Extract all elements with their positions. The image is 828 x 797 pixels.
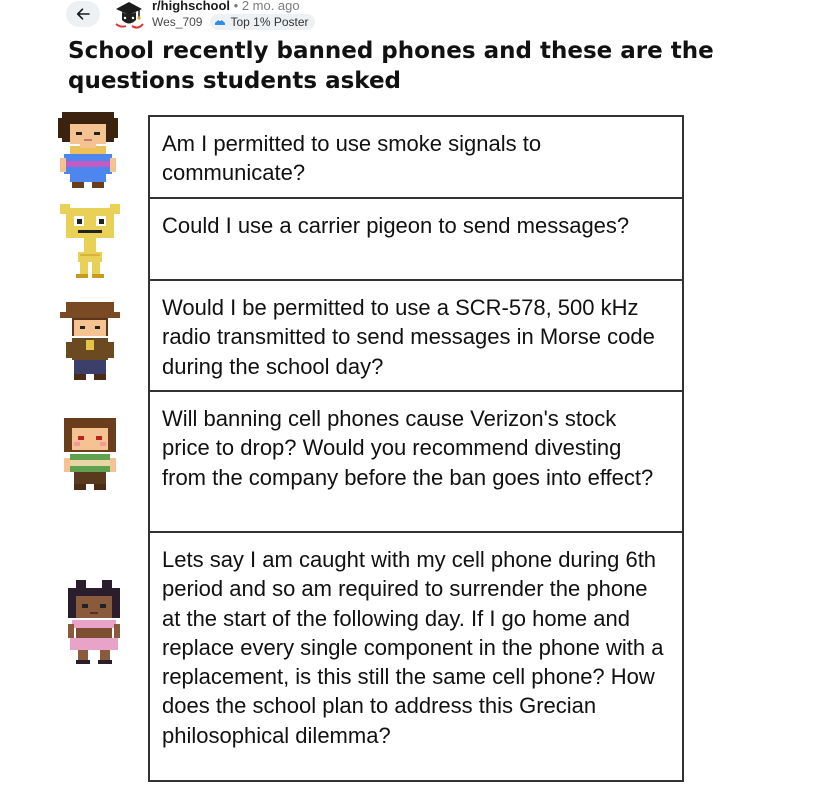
question-text: Lets say I am caught with my cell phone during 6th period and so am required to surrender the phone at the start of the following day. If I go home and replace every single component in the phone with a replacement, is this still the same cell phone? How does the school plan to address this Grecian philosophical dilemma? (162, 547, 664, 748)
post-header (0, 0, 828, 36)
question-text: Will banning cell phones cause Verizon's stock price to drop? Would you recommend divesting from the company before the ban goes into effect? (162, 406, 654, 490)
questions-table (148, 115, 684, 782)
post-title[interactable]: School recently banned phones and these are the questions students asked (68, 38, 714, 94)
question-row (150, 281, 682, 392)
flair-label: Top 1% Poster (230, 15, 309, 29)
flair-badge (210, 14, 314, 30)
separator-dot: • (233, 0, 239, 13)
catty-sprite (62, 580, 126, 668)
question-row (150, 117, 682, 199)
question-text: Would I be permitted to use a SCR-578, 500 kHz radio transmitted to send messages in Morse code during the school day? (162, 295, 655, 379)
question-text: Am I permitted to use smoke signals to communicate? (162, 131, 542, 186)
user-line (152, 14, 315, 30)
question-row (150, 392, 682, 533)
username-link[interactable]: Wes_709 (152, 15, 203, 29)
monster-kid-sprite (58, 198, 122, 286)
back-button[interactable] (66, 1, 100, 27)
arrow-left-icon (75, 6, 91, 22)
question-row (150, 533, 682, 780)
chara-sprite (58, 414, 122, 502)
subreddit-link[interactable]: r/highschool (152, 0, 230, 13)
question-row (150, 199, 682, 281)
trophy-icon (214, 17, 226, 27)
question-text: Could I use a carrier pigeon to send messages? (162, 213, 630, 238)
frisk-sprite (56, 108, 120, 196)
subreddit-avatar-icon[interactable] (112, 0, 146, 32)
subreddit-line (152, 0, 300, 14)
post-timestamp: 2 mo. ago (241, 0, 300, 13)
clover-sprite (58, 298, 122, 386)
